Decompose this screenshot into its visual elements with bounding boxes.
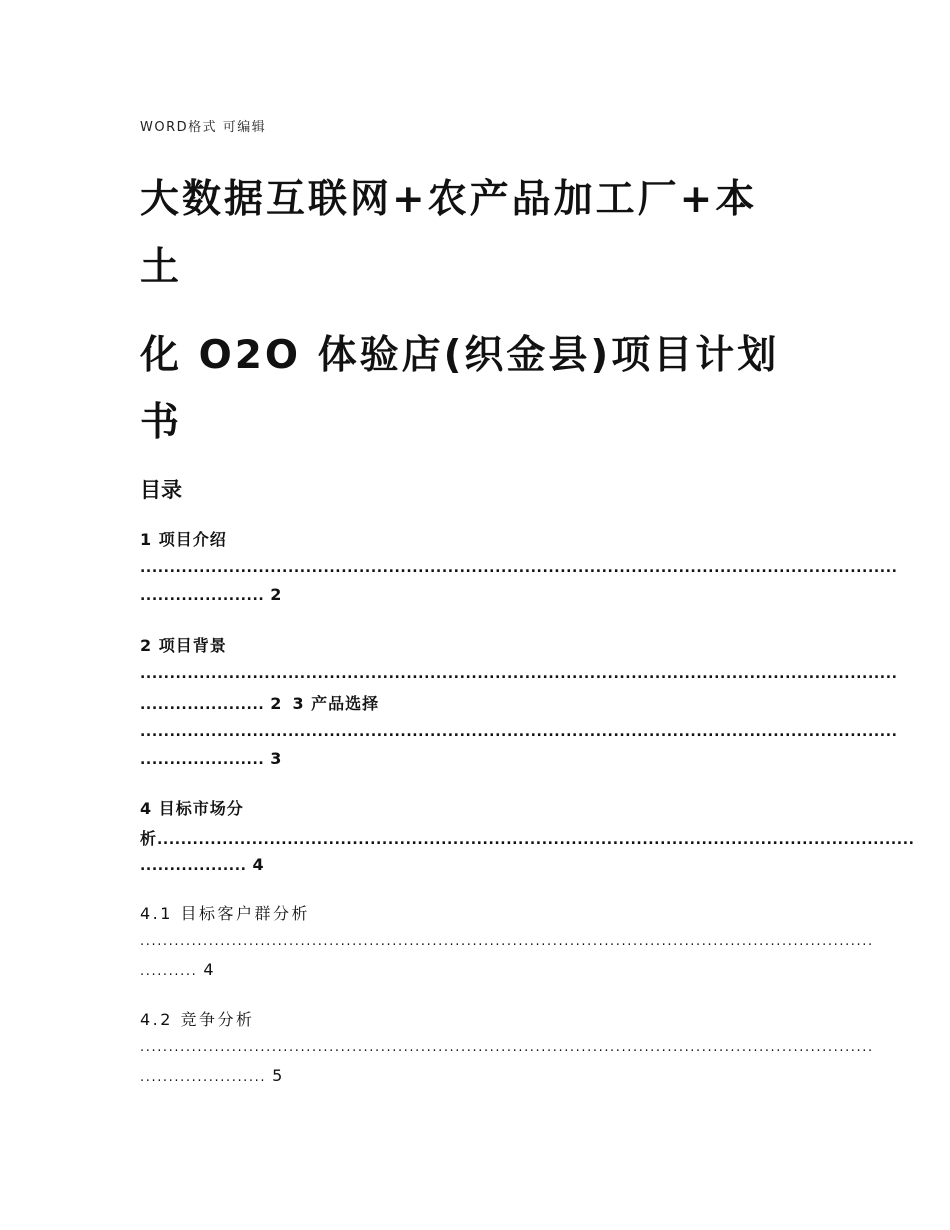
header-note: WORD格式 可编辑 bbox=[140, 120, 267, 135]
toc-entry-4-line-end bbox=[140, 855, 265, 874]
toc-page-number: 5 bbox=[272, 1066, 283, 1085]
toc-leader-dots: ................................................................................................................................ bbox=[140, 560, 898, 576]
toc-page-number: 4 bbox=[252, 855, 265, 874]
toc-leader-dots: .................. bbox=[140, 858, 247, 874]
toc-entry-4-line-2 bbox=[140, 826, 915, 849]
toc-leader-dots: ................................................................................................................................ bbox=[140, 934, 874, 949]
toc-leader-dots: ..................... bbox=[140, 588, 265, 604]
toc-entry-4-2-line-end bbox=[140, 1066, 282, 1085]
toc-entry-label[interactable]: 4.1 目标客户群分析 bbox=[140, 904, 311, 923]
toc-entry-label[interactable]: 2 项目背景 bbox=[140, 636, 227, 655]
document-title-line-2: 土 bbox=[140, 245, 183, 290]
document-title-line-3: 化 O2O 体验店(织金县)项目计划 bbox=[140, 333, 780, 378]
toc-leader-dots: ................................................................................................................................ bbox=[140, 724, 898, 740]
toc-entry-label[interactable]: 1 项目介绍 bbox=[140, 530, 227, 549]
toc-entry-label[interactable]: 3 产品选择 bbox=[292, 694, 380, 713]
toc-entry-label[interactable]: 4 目标市场分 bbox=[140, 799, 244, 818]
toc-leader-dots: .......... bbox=[140, 964, 198, 979]
document-title-line-1: 大数据互联网+农产品加工厂+本 bbox=[140, 177, 758, 222]
toc-page-number: 4 bbox=[203, 960, 214, 979]
toc-heading: 目录 bbox=[140, 478, 182, 502]
toc-leader-dots: ..................... bbox=[140, 697, 265, 713]
toc-leader-dots: ................................................................................................................................ bbox=[157, 832, 915, 848]
toc-leader-dots: ................................................................................................................................ bbox=[140, 1040, 874, 1055]
toc-page-number: 2 bbox=[270, 585, 283, 604]
toc-entry-3-line-end bbox=[140, 749, 282, 768]
toc-entry-label-continuation[interactable]: 析 bbox=[140, 829, 158, 848]
toc-page-number: 3 bbox=[270, 749, 283, 768]
toc-entry-2-line-end bbox=[140, 691, 379, 714]
toc-entry-4-1-line-end bbox=[140, 960, 214, 979]
toc-entry-1-line-end bbox=[140, 585, 282, 604]
toc-leader-dots: ..................... bbox=[140, 752, 265, 768]
toc-entry-label[interactable]: 4.2 竞争分析 bbox=[140, 1010, 255, 1029]
document-title-line-4: 书 bbox=[140, 400, 183, 445]
toc-page-number: 2 bbox=[270, 694, 283, 713]
toc-leader-dots: ...................... bbox=[140, 1070, 267, 1085]
toc-leader-dots: ................................................................................................................................ bbox=[140, 666, 898, 682]
